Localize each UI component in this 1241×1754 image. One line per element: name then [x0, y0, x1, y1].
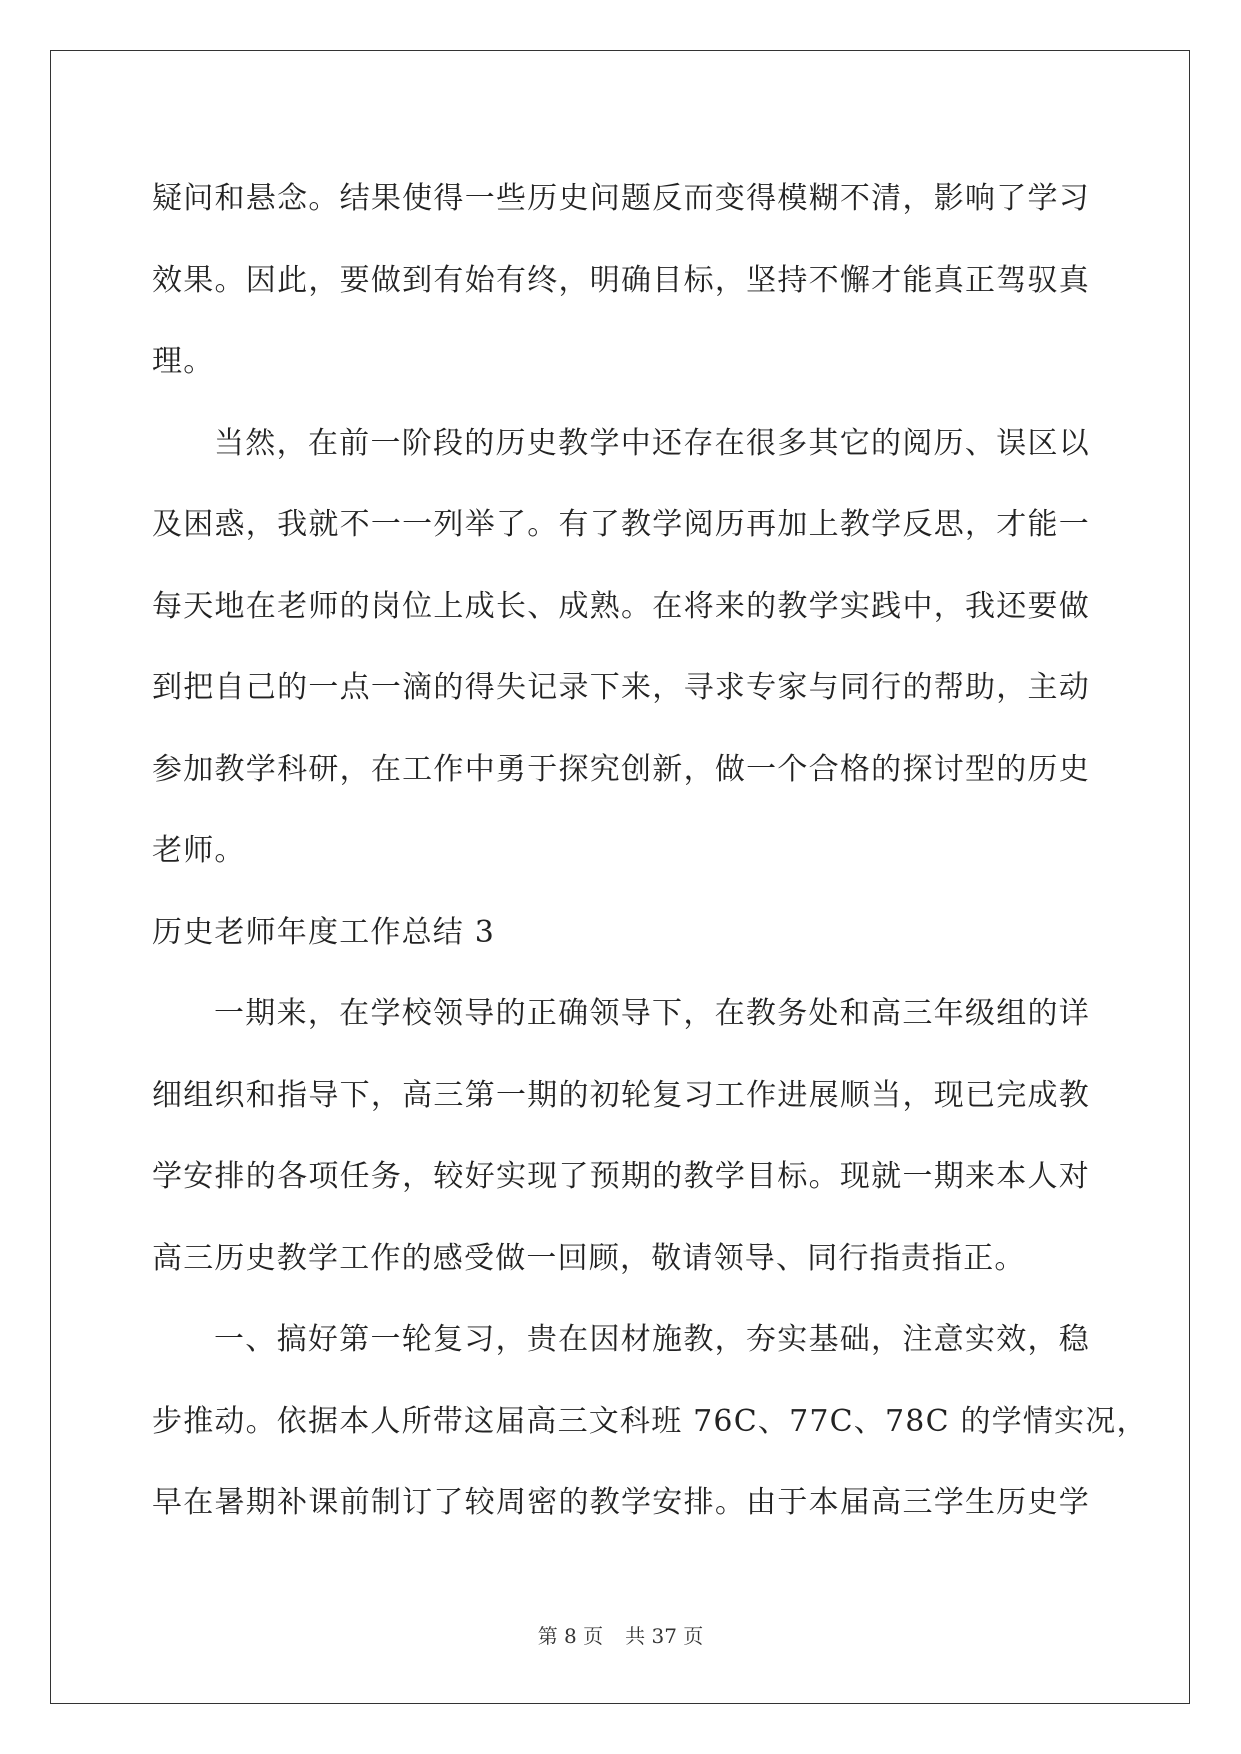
text-line	[152, 321, 1090, 403]
text-line-content: 步推动。依据本人所带这届高三文科班 76C、77C、78C 的学情实况，	[152, 1403, 1148, 1439]
text-line	[152, 973, 1090, 1055]
text-line	[152, 1299, 1090, 1381]
text-line-content: 参加教学科研，在工作中勇于探究创新，做一个合格的探讨型的历史	[152, 751, 1090, 787]
text-line-content: 效果。因此，要做到有始有终，明确目标，坚持不懈才能真正驾驭真	[152, 262, 1090, 298]
page-number: 第 8 页	[537, 1624, 604, 1648]
page-total: 共 37 页	[625, 1624, 704, 1648]
page-footer	[0, 1620, 1241, 1649]
text-line-content: 一期来，在学校领导的正确领导下，在教务处和高三年级组的详	[214, 996, 1090, 1031]
text-line	[152, 729, 1090, 811]
text-line	[152, 240, 1090, 322]
text-line-content: 高三历史教学工作的感受做一回顾，敬请领导、同行指责指正。	[152, 1240, 1026, 1276]
text-line	[152, 1218, 1090, 1300]
text-line-content: 当然，在前一阶段的历史教学中还存在很多其它的阅历、误区以	[214, 425, 1090, 461]
text-line	[152, 810, 1090, 892]
text-line	[152, 892, 1090, 974]
text-line-content: 早在暑期补课前制订了较周密的教学安排。由于本届高三学生历史学	[152, 1485, 1090, 1520]
text-line-content: 疑问和悬念。结果使得一些历史问题反而变得模糊不清，影响了学习	[152, 181, 1090, 216]
text-line	[152, 1055, 1090, 1137]
text-line	[152, 158, 1090, 240]
text-line-content: 每天地在老师的岗位上成长、成熟。在将来的教学实践中，我还要做	[152, 588, 1090, 624]
text-line-content: 一、搞好第一轮复习，贵在因材施教，夯实基础，注意实效，稳	[214, 1322, 1090, 1357]
text-line-content: 老师。	[152, 833, 246, 868]
text-line	[152, 403, 1090, 485]
text-line	[152, 1381, 1148, 1463]
text-line	[152, 566, 1090, 648]
text-line-content: 历史老师年度工作总结 3	[152, 914, 496, 950]
text-line-content: 及困惑，我就不一一列举了。有了教学阅历再加上教学反思，才能一	[152, 507, 1090, 542]
text-line	[152, 647, 1090, 729]
text-line-content: 学安排的各项任务，较好实现了预期的教学目标。现就一期来本人对	[152, 1159, 1090, 1194]
text-line-content: 细组织和指导下，高三第一期的初轮复习工作进展顺当，现已完成教	[152, 1077, 1090, 1113]
text-line	[152, 484, 1090, 566]
text-line-content: 理。	[152, 344, 215, 379]
document-body	[152, 158, 1148, 1544]
text-line	[152, 1462, 1090, 1544]
text-line	[152, 1136, 1090, 1218]
text-line-content: 到把自己的一点一滴的得失记录下来，寻求专家与同行的帮助，主动	[152, 670, 1090, 705]
